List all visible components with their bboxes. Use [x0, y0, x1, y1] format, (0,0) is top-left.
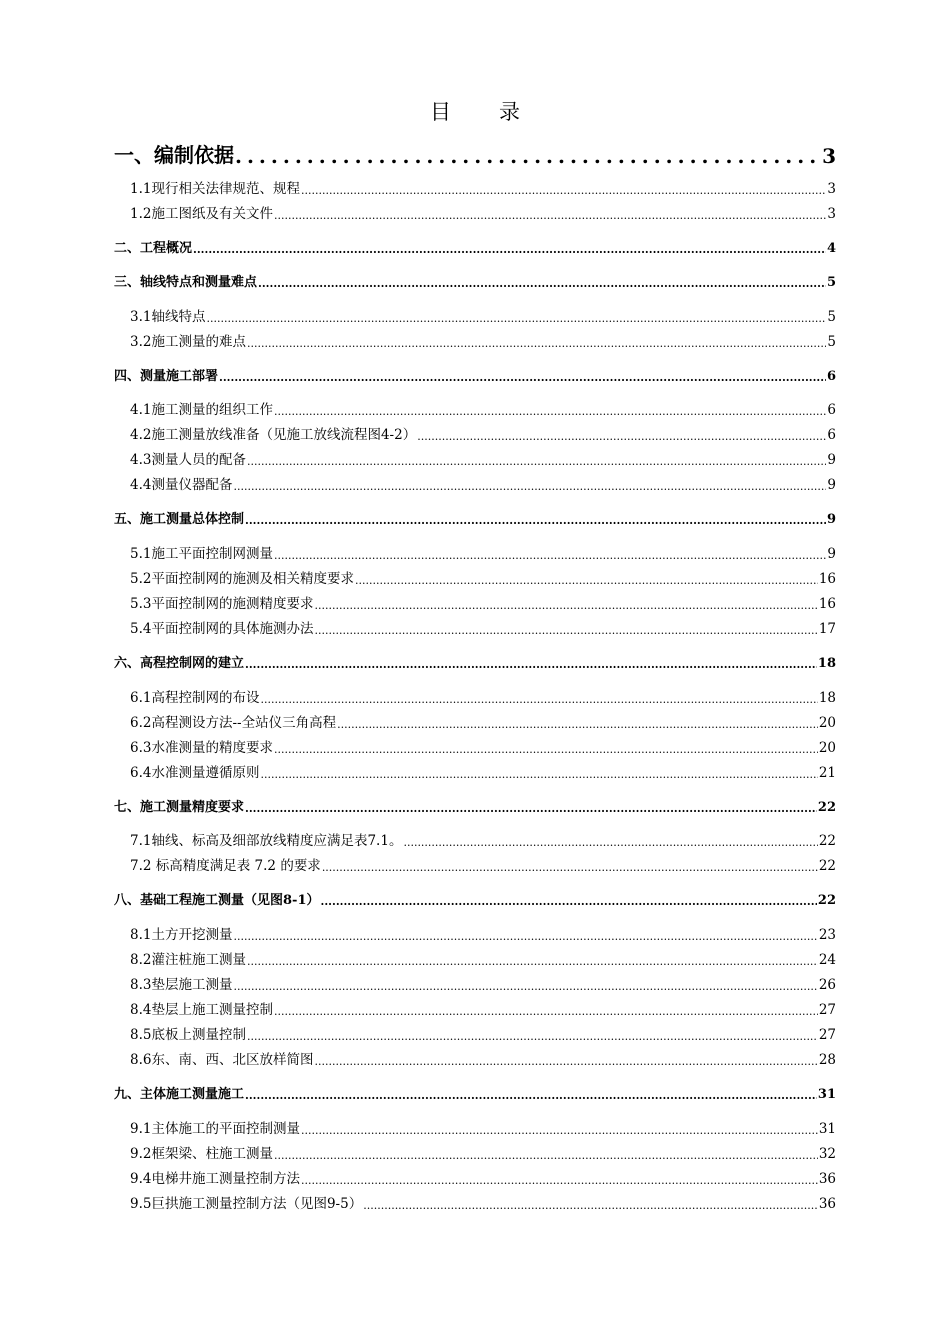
toc-entry-page-number: 32: [818, 1146, 836, 1162]
toc-dot-leader: [260, 768, 817, 781]
toc-dot-leader: [363, 1199, 818, 1212]
toc-entry-page-number: 27: [818, 1027, 836, 1043]
toc-dot-leader: [274, 549, 826, 562]
toc-entry-label: 8.2灌注桩施工测量: [130, 952, 246, 968]
toc-entry[interactable]: [114, 856, 836, 874]
toc-title-left: 目: [430, 100, 451, 124]
toc-entry[interactable]: [114, 1119, 836, 1137]
toc-entry-label: 7.1轴线、标高及细部放线精度应满足表7.1。: [130, 833, 403, 849]
toc-dot-leader: [321, 895, 817, 908]
toc-entry-page-number: 26: [818, 977, 836, 993]
toc-entry[interactable]: [114, 569, 836, 587]
toc-entry-page-number: 16: [818, 571, 836, 587]
toc-dot-leader: [314, 1055, 817, 1068]
toc-entry-page-number: 36: [818, 1171, 836, 1187]
toc-title: [0, 96, 950, 126]
toc-entry[interactable]: [114, 1050, 836, 1068]
toc-entry-page-number: 18: [817, 656, 836, 671]
toc-entry[interactable]: [114, 179, 836, 197]
toc-entry[interactable]: [114, 1084, 836, 1102]
toc-entry[interactable]: [114, 738, 836, 756]
toc-entry-label: 4.3测量人员的配备: [130, 452, 246, 468]
toc-entry-label: 3.2施工测量的难点: [130, 334, 246, 350]
toc-dot-leader: [247, 455, 826, 468]
toc-entry-label: 6.4水准测量遵循原则: [130, 765, 260, 781]
toc-entry-label: 1.1现行相关法律规范、规程: [130, 181, 300, 197]
toc-entry-page-number: 21: [818, 765, 836, 781]
toc-entry[interactable]: [114, 975, 836, 993]
toc-entry-label: 二、工程概况: [114, 241, 193, 256]
toc-entry-label: 八、基础工程施工测量（见图8-1）: [114, 893, 320, 908]
toc-entry-label: 九、主体施工测量施工: [114, 1087, 245, 1102]
toc-dot-leader: [274, 743, 818, 756]
toc-dot-leader: [322, 861, 818, 874]
toc-entry[interactable]: [114, 1000, 836, 1018]
toc-entry[interactable]: [114, 1194, 836, 1212]
toc-dot-leader: [219, 371, 826, 384]
toc-entry-label: 9.4电梯井施工测量控制方法: [130, 1171, 300, 1187]
toc-dot-leader: [301, 1174, 818, 1187]
toc-entry-page-number: 31: [818, 1121, 836, 1137]
toc-entry-label: 1.2施工图纸及有关文件: [130, 206, 273, 222]
toc-dot-leader: [403, 836, 817, 849]
toc-entry[interactable]: [114, 619, 836, 637]
toc-entry-label: 六、高程控制网的建立: [114, 656, 245, 671]
toc-entry[interactable]: [114, 425, 836, 443]
toc-entry[interactable]: [114, 307, 836, 325]
toc-dot-leader: [274, 1005, 818, 1018]
toc-entry-label: 5.2平面控制网的施测及相关精度要求: [130, 571, 354, 587]
toc-entry-page-number: 9: [826, 512, 836, 527]
toc-entry-label: 6.2高程测设方法--全站仪三角高程: [130, 715, 337, 731]
toc-entry-page-number: 5: [826, 275, 836, 290]
toc-entry-page-number: 4: [826, 241, 836, 256]
toc-entry-page-number: 24: [818, 952, 836, 968]
toc-entry-label: 9.1主体施工的平面控制测量: [130, 1121, 300, 1137]
toc-entry-page-number: 17: [818, 621, 836, 637]
toc-entry[interactable]: [114, 713, 836, 731]
toc-entry[interactable]: [114, 594, 836, 612]
toc-entry-label: 4.1施工测量的组织工作: [130, 402, 273, 418]
toc-entry[interactable]: [114, 890, 836, 908]
toc-dot-leader: [233, 930, 817, 943]
toc-entry-label: 8.6东、南、西、北区放样简图: [130, 1052, 314, 1068]
toc-entry-page-number: 23: [818, 927, 836, 943]
toc-entry-page-number: 22: [817, 893, 836, 908]
toc-entry[interactable]: [114, 653, 836, 671]
toc-dot-leader: [337, 718, 818, 731]
toc-dot-leader: [206, 312, 826, 325]
toc-entry[interactable]: [114, 400, 836, 418]
toc-entry[interactable]: [114, 763, 836, 781]
toc-dot-leader: [417, 430, 826, 443]
toc-entry[interactable]: [114, 204, 836, 222]
toc-entry-page-number: 9: [827, 546, 836, 562]
toc-entry-page-number: 22: [817, 800, 836, 815]
toc-entry-page-number: 3: [822, 144, 836, 168]
toc-entry-label: 8.3垫层施工测量: [130, 977, 233, 993]
toc-entry-page-number: 31: [817, 1087, 836, 1102]
toc-entry-label: 3.1轴线特点: [130, 309, 206, 325]
toc-entry-page-number: 3: [827, 181, 836, 197]
toc-entry-label: 5.1施工平面控制网测量: [130, 546, 273, 562]
toc-entry-label: 8.1土方开挖测量: [130, 927, 233, 943]
toc-entry-page-number: 9: [827, 452, 836, 468]
toc-entry-label: 6.1高程控制网的布设: [130, 690, 260, 706]
toc-dot-leader: [314, 599, 817, 612]
toc-entry-page-number: 5: [827, 334, 836, 350]
toc-dot-leader: [274, 1149, 818, 1162]
toc-entry-page-number: 6: [827, 402, 836, 418]
toc-dot-leader: [247, 955, 818, 968]
toc-dot-leader: [235, 144, 821, 168]
toc-entry[interactable]: [114, 238, 836, 256]
toc-entry-page-number: 27: [818, 1002, 836, 1018]
toc-dot-leader: [274, 209, 826, 222]
toc-dot-leader: [245, 1089, 817, 1102]
toc-entry-page-number: 22: [818, 833, 836, 849]
toc-entry-page-number: 36: [818, 1196, 836, 1212]
toc-entry-label: 6.3水准测量的精度要求: [130, 740, 273, 756]
toc-entry[interactable]: [114, 797, 836, 815]
toc-entry[interactable]: [114, 142, 836, 168]
toc-dot-leader: [260, 693, 817, 706]
toc-entry-page-number: 18: [818, 690, 836, 706]
toc-entry-label: 9.5巨拱施工测量控制方法（见图9-5）: [130, 1196, 363, 1212]
toc-dot-leader: [274, 405, 826, 418]
toc-dot-leader: [233, 980, 817, 993]
toc-dot-leader: [233, 480, 826, 493]
toc-entry[interactable]: [114, 831, 836, 849]
toc-entry-label: 四、测量施工部署: [114, 369, 219, 384]
toc-entry-label: 7.2 标高精度满足表 7.2 的要求: [130, 858, 321, 874]
toc-entry-label: 五、施工测量总体控制: [114, 512, 245, 527]
toc-dot-leader: [247, 337, 826, 350]
toc-dot-leader: [258, 277, 826, 290]
toc-entry-page-number: 16: [818, 596, 836, 612]
toc-dot-leader: [314, 624, 817, 637]
toc-dot-leader: [193, 243, 826, 256]
toc-entry-page-number: 20: [818, 740, 836, 756]
toc-entry-page-number: 20: [818, 715, 836, 731]
toc-entry-page-number: 22: [818, 858, 836, 874]
toc-entry-label: 5.3平面控制网的施测精度要求: [130, 596, 314, 612]
toc-dot-leader: [245, 802, 817, 815]
toc-entry[interactable]: [114, 925, 836, 943]
toc-entry-page-number: 5: [827, 309, 836, 325]
toc-entry-label: 5.4平面控制网的具体施测办法: [130, 621, 314, 637]
toc-entry-page-number: 3: [827, 206, 836, 222]
toc-entry-label: 一、编制依据: [114, 143, 234, 167]
toc-entry[interactable]: [114, 450, 836, 468]
toc-entry-label: 4.4测量仪器配备: [130, 477, 233, 493]
toc-entry[interactable]: [114, 950, 836, 968]
toc-entry[interactable]: [114, 1169, 836, 1187]
toc-entry-page-number: 6: [827, 427, 836, 443]
toc-dot-leader: [301, 184, 826, 197]
toc-entry[interactable]: [114, 332, 836, 350]
toc-title-right: 录: [499, 100, 520, 124]
toc-entry[interactable]: [114, 544, 836, 562]
toc-entry-label: 4.2施工测量放线准备（见施工放线流程图4-2）: [130, 427, 417, 443]
toc-entry[interactable]: [114, 475, 836, 493]
toc-entry-label: 三、轴线特点和测量难点: [114, 275, 258, 290]
toc-entry[interactable]: [114, 272, 836, 290]
toc-dot-leader: [247, 1030, 818, 1043]
toc-dot-leader: [355, 574, 818, 587]
toc-entry-label: 8.4垫层上施工测量控制: [130, 1002, 273, 1018]
toc-entry[interactable]: [114, 1025, 836, 1043]
toc-entry-label: 七、施工测量精度要求: [114, 800, 245, 815]
toc-dot-leader: [245, 514, 826, 527]
toc-entry-label: 8.5底板上测量控制: [130, 1027, 246, 1043]
toc-entry[interactable]: [114, 509, 836, 527]
toc-entry-page-number: 6: [826, 369, 836, 384]
toc-dot-leader: [245, 658, 817, 671]
toc-entry[interactable]: [114, 366, 836, 384]
toc-entry-label: 9.2框架梁、柱施工测量: [130, 1146, 273, 1162]
toc-entry-page-number: 28: [818, 1052, 836, 1068]
toc-entry[interactable]: [114, 688, 836, 706]
toc-entry-page-number: 9: [827, 477, 836, 493]
toc-entry[interactable]: [114, 1144, 836, 1162]
toc-dot-leader: [301, 1124, 818, 1137]
